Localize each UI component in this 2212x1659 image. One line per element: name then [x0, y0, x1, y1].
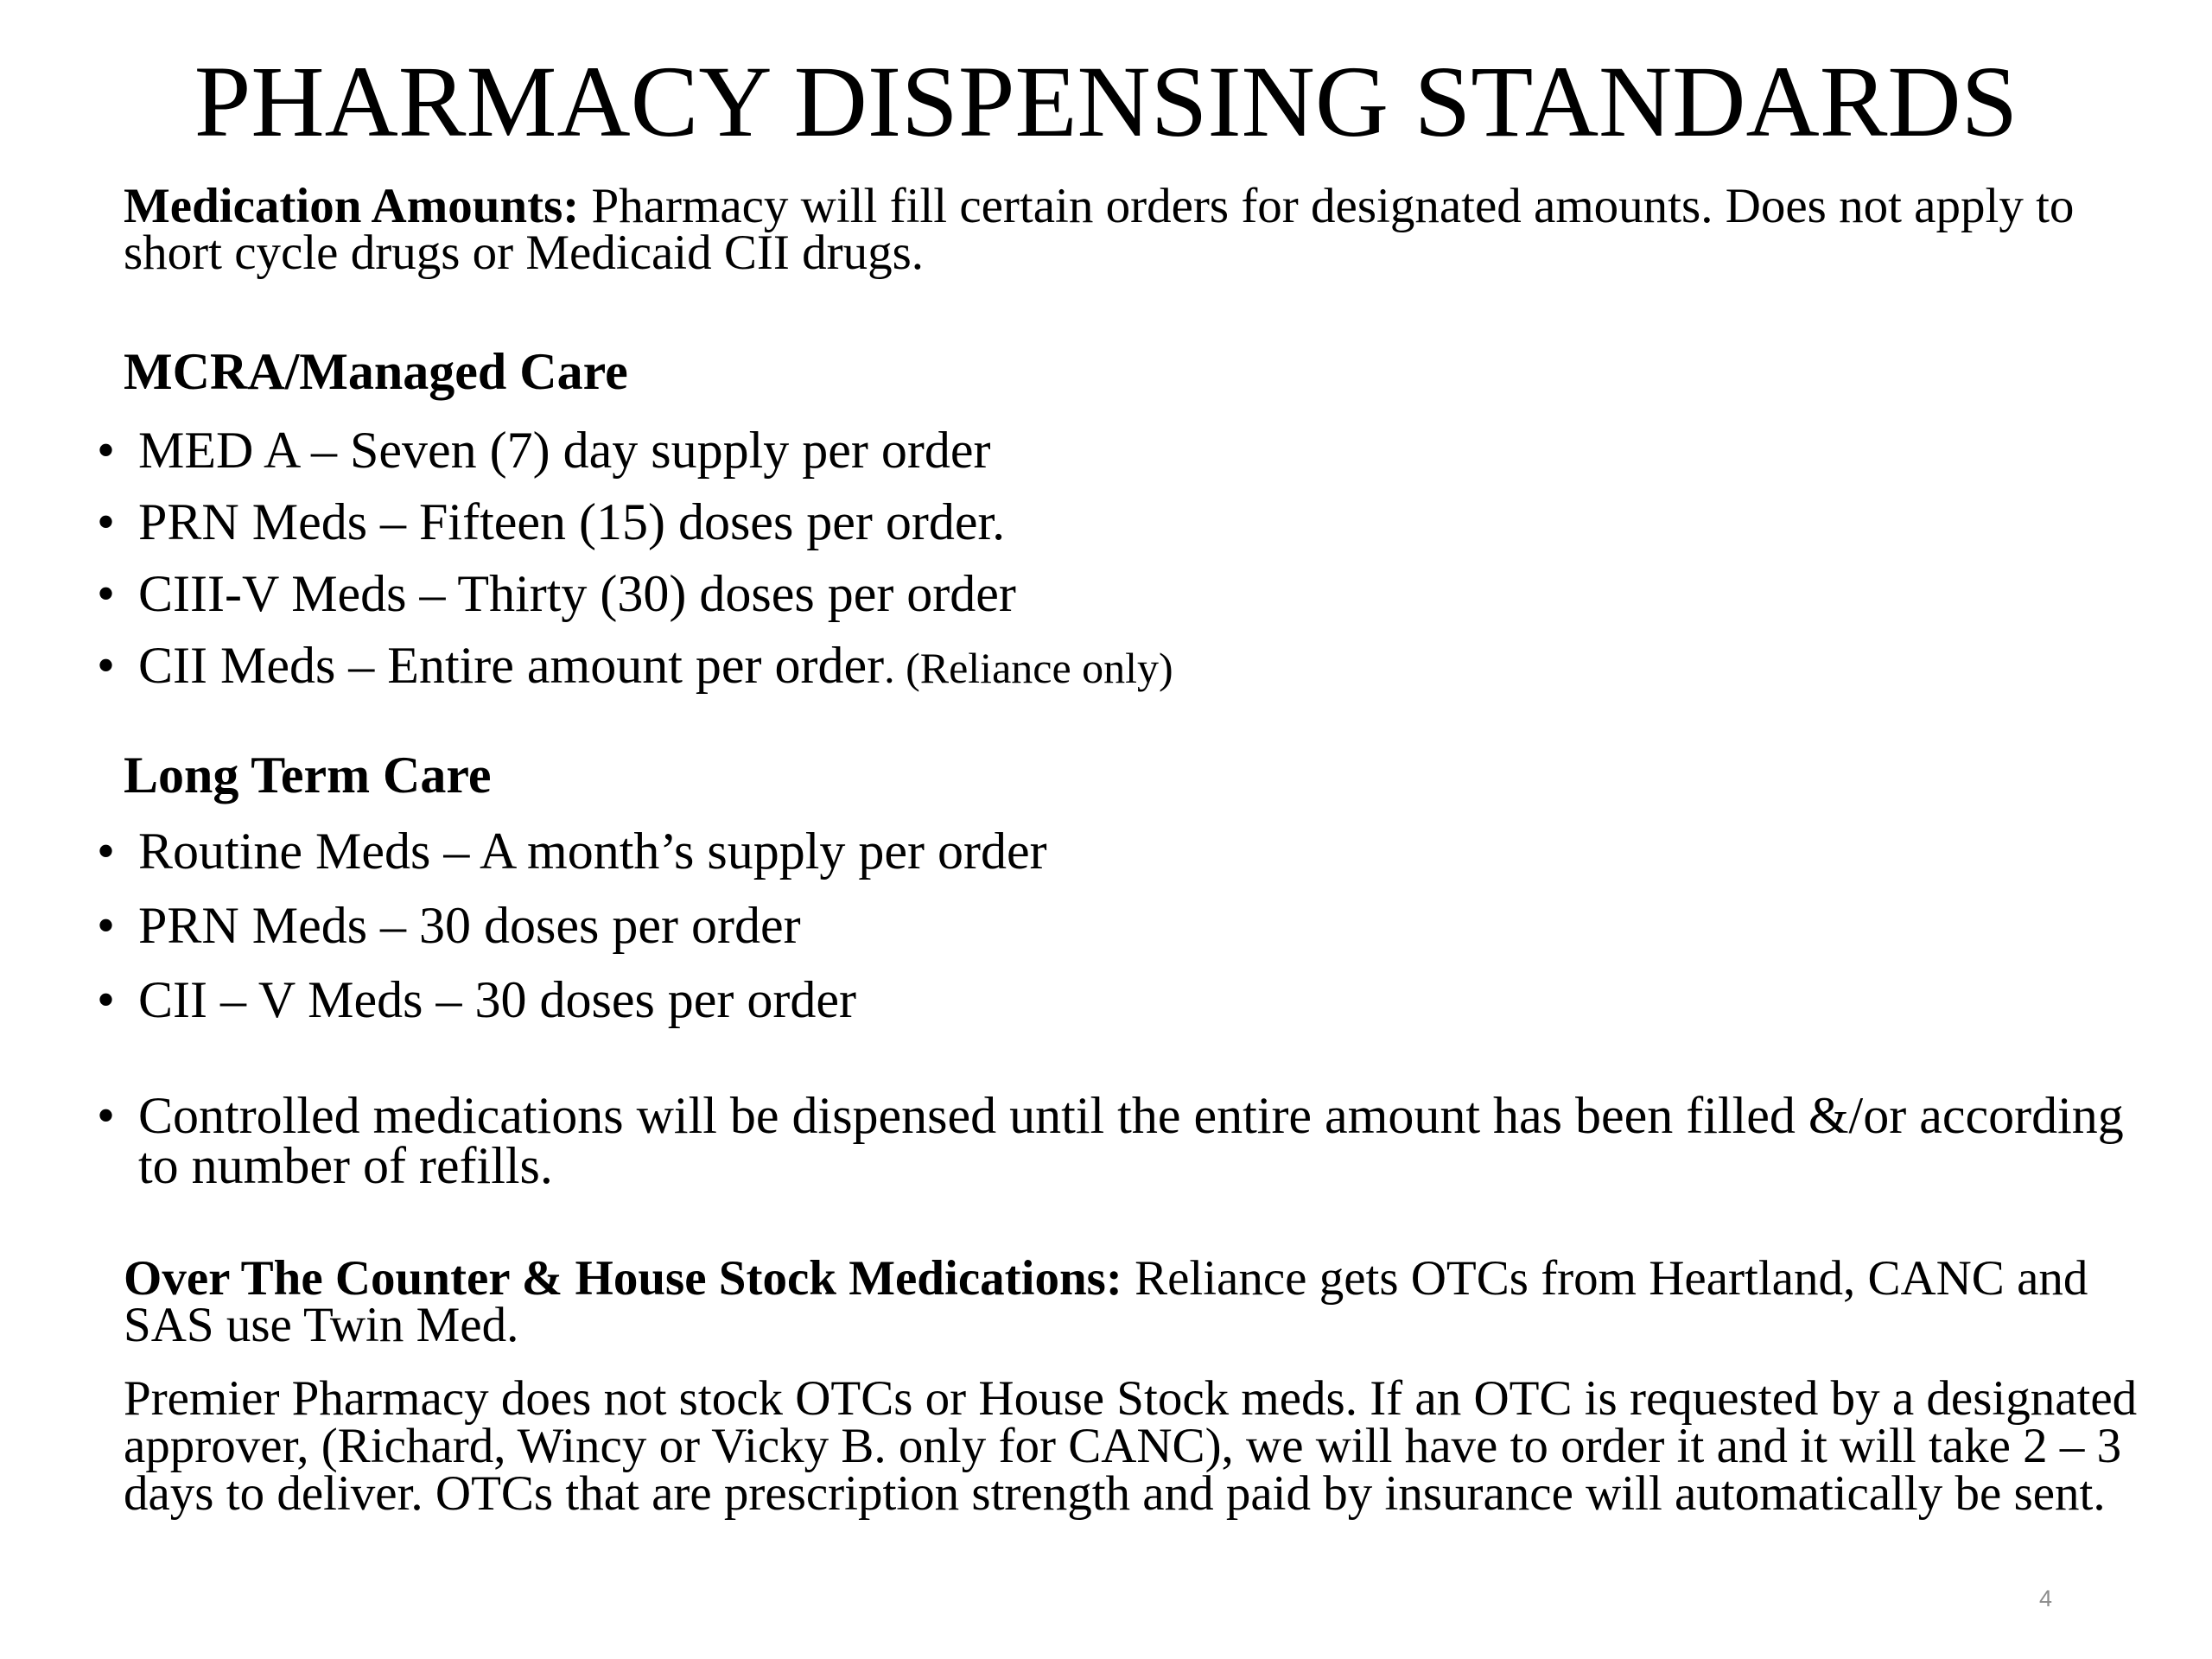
ltc-list [0, 814, 1047, 1037]
bullet-icon: • [97, 823, 116, 880]
bullet-icon: • [97, 565, 116, 622]
bullet-icon: • [97, 493, 116, 550]
bullet-icon: • [97, 1087, 116, 1144]
reliance-only-note: . (Reliance only) [884, 644, 1173, 692]
list-item: • PRN Meds – Fifteen (15) doses per order. [0, 486, 1173, 558]
bullet-icon: • [97, 971, 116, 1028]
slide-title: PHARMACY DISPENSING STANDARDS [194, 45, 2018, 158]
controlled-medications-item [0, 1087, 2126, 1194]
bullet-icon: • [97, 897, 116, 954]
otc-text: Reliance gets OTCs from Heartland, CANC and SAS use Twin Med. [124, 1251, 2088, 1352]
list-item: • CII – V Meds – 30 doses per order [0, 963, 1047, 1037]
list-item: • PRN Meds – 30 doses per order [0, 888, 1047, 963]
mcra-list [0, 415, 1173, 704]
medication-amounts-text: Pharmacy will fill certain orders for designated amounts. Does not apply to short cycle drugs or Medicaid CII drugs. [124, 179, 2075, 280]
medication-amounts-label: Medication Amounts: [124, 179, 580, 233]
list-item: • Routine Meds – A month’s supply per order [0, 814, 1047, 888]
bullet-icon: • [97, 422, 116, 479]
otc-label: Over The Counter & House Stock Medications: [124, 1251, 1122, 1306]
list-item: • CII Meds – Entire amount per order. (Reliance only) [0, 630, 1173, 704]
list-item: • CIII-V Meds – Thirty (30) doses per order [0, 558, 1173, 630]
bullet-icon: • [97, 637, 116, 694]
page-number: 4 [2039, 1586, 2053, 1611]
ltc-heading: Long Term Care [124, 747, 492, 804]
premier-paragraph: Premier Pharmacy does not stock OTCs or House Stock meds. If an OTC is requested by a designated approver, (Richard, Wincy or Vicky B. only for CANC), we will have to order it and it will take 2 – 3 days to deliver. OTCs that are prescription strength and paid by insurance will automatically be sent. [124, 1371, 2138, 1521]
mcra-heading: MCRA/Managed Care [124, 343, 628, 400]
list-item: • MED A – Seven (7) day supply per order [0, 415, 1173, 486]
otc-paragraph [124, 1251, 2145, 1352]
medication-amounts-paragraph [124, 179, 2145, 280]
controlled-medications-text: Controlled medications will be dispensed until the entire amount has been filled &/or according to number of refills. [138, 1087, 2124, 1194]
